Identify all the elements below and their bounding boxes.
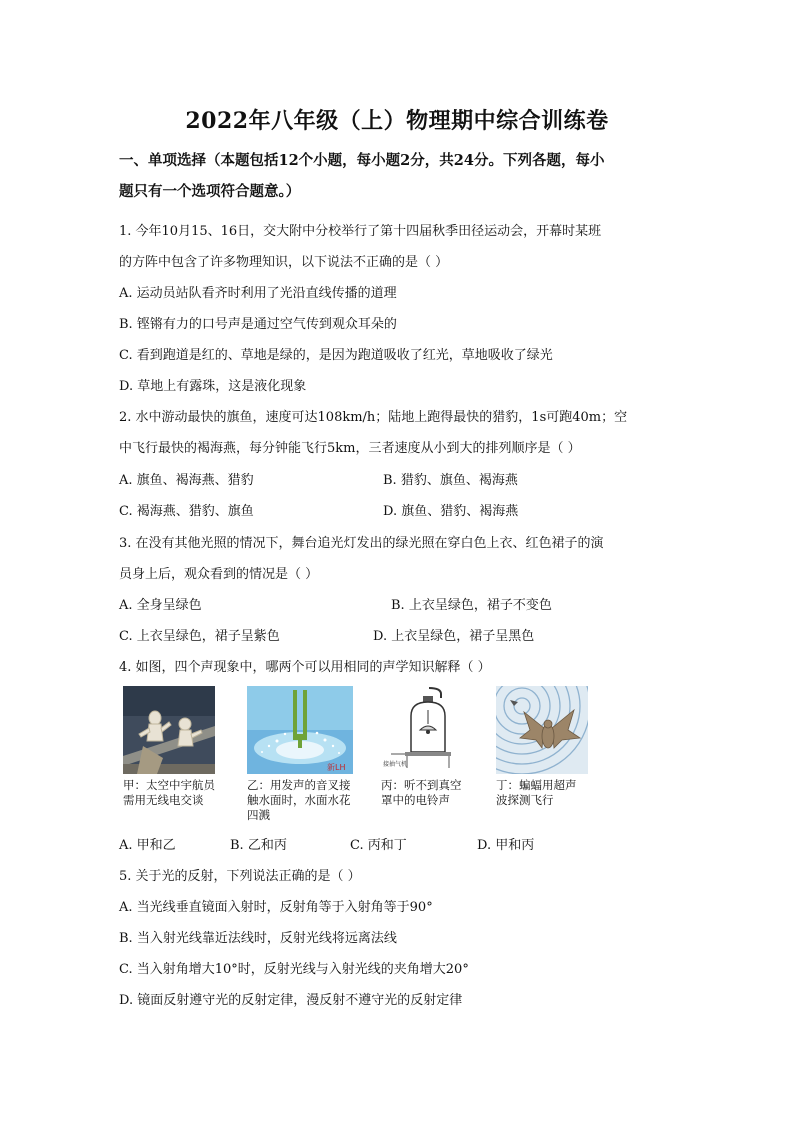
astronaut-image: [123, 686, 215, 774]
q5-option-c: C. 当入射角增大10°时，反射光线与入射光线的夹角增大20°: [119, 962, 469, 977]
q3-option-b: B. 上衣呈绿色，裙子不变色: [391, 598, 552, 613]
q2-stem-line2: 中飞行最快的褐海燕，每分钟能飞行5km，三者速度从小到大的排列顺序是（ ）: [119, 441, 581, 456]
figure-yi-watermark: 新LH: [327, 763, 346, 772]
q2-option-a: A. 旗鱼、褐海燕、猎豹: [119, 473, 254, 488]
q3-option-a: A. 全身呈绿色: [119, 598, 202, 613]
q4-option-d: D. 甲和丙: [477, 838, 535, 853]
figure-ding: [496, 686, 604, 808]
q5-option-a: A. 当光线垂直镜面入射时，反射角等于入射角等于90°: [119, 900, 433, 915]
q5-option-d: D. 镜面反射遵守光的反射定律，漫反射不遵守光的反射定律: [119, 993, 463, 1008]
q4-figure-row: [119, 686, 599, 836]
q5-option-b: B. 当入射光线靠近法线时，反射光线将远离法线: [119, 931, 397, 946]
q2-option-b: B. 猎豹、旗鱼、褐海燕: [383, 473, 518, 488]
q3-stem-line1: 3. 在没有其他光照的情况下，舞台追光灯发出的绿光照在穿白色上衣、红色裙子的演: [119, 536, 604, 551]
figure-bing-caption: 丙：听不到真空 罩中的电铃声: [381, 778, 462, 807]
q1-option-b: B. 铿锵有力的口号声是通过空气传到观众耳朵的: [119, 317, 397, 332]
q2-option-d: D. 旗鱼、猎豹、褐海燕: [383, 504, 519, 519]
q3-stem-line2: 员身上后，观众看到的情况是（ ）: [119, 567, 319, 582]
q1-stem-line1: 1. 今年10月15、16日，交大附中分校举行了第十四届秋季田径运动会，开幕时某班: [119, 224, 602, 239]
figure-yi: [247, 686, 355, 823]
section-heading-line1: 一、单项选择（本题包括12个小题，每小题2分，共24分。下列各题，每小: [119, 152, 605, 169]
q4-stem: 4. 如图，四个声现象中，哪两个可以用相同的声学知识解释（ ）: [119, 660, 491, 675]
section-heading-line2: 题只有一个选项符合题意。）: [119, 183, 301, 200]
figure-jia-caption: 甲：太空中宇航员 需用无线电交谈: [123, 778, 215, 807]
q4-option-b: B. 乙和丙: [230, 838, 287, 853]
q1-stem-line2: 的方阵中包含了许多物理知识，以下说法不正确的是（ ）: [119, 255, 449, 270]
q1-option-c: C. 看到跑道是红的、草地是绿的，是因为跑道吸收了红光，草地吸收了绿光: [119, 348, 553, 363]
q2-stem-line1: 2. 水中游动最快的旗鱼，速度可达108km/h；陆地上跑得最快的猎豹，1s可跑40m；空: [119, 410, 628, 425]
q4-option-c: C. 丙和丁: [350, 838, 407, 853]
q1-option-d: D. 草地上有露珠，这是液化现象: [119, 379, 307, 394]
section-heading: [119, 145, 689, 207]
q3-option-c: C. 上衣呈绿色，裙子呈紫色: [119, 629, 280, 644]
figure-bing: [381, 686, 489, 808]
bell-jar-image: [381, 686, 473, 774]
figure-bing-pump-label: 接抽气机: [383, 761, 408, 768]
q4-option-a: A. 甲和乙: [119, 838, 176, 853]
q5-stem: 5. 关于光的反射，下列说法正确的是（ ）: [119, 869, 361, 884]
q1-option-a: A. 运动员站队看齐时利用了光沿直线传播的道理: [119, 286, 397, 301]
q3-option-d: D. 上衣呈绿色，裙子呈黑色: [373, 629, 535, 644]
page-title: 2022年八年级（上）物理期中综合训练卷: [185, 108, 609, 134]
figure-yi-caption: 乙：用发声的音叉接 触水面时，水面水花 四溅: [247, 778, 351, 822]
figure-ding-caption: 丁：蝙蝠用超声 波探测飞行: [496, 778, 577, 807]
tuning-fork-image: [247, 686, 353, 774]
figure-jia: [123, 686, 231, 808]
bat-image: [496, 686, 588, 774]
q2-option-c: C. 褐海燕、猎豹、旗鱼: [119, 504, 254, 519]
